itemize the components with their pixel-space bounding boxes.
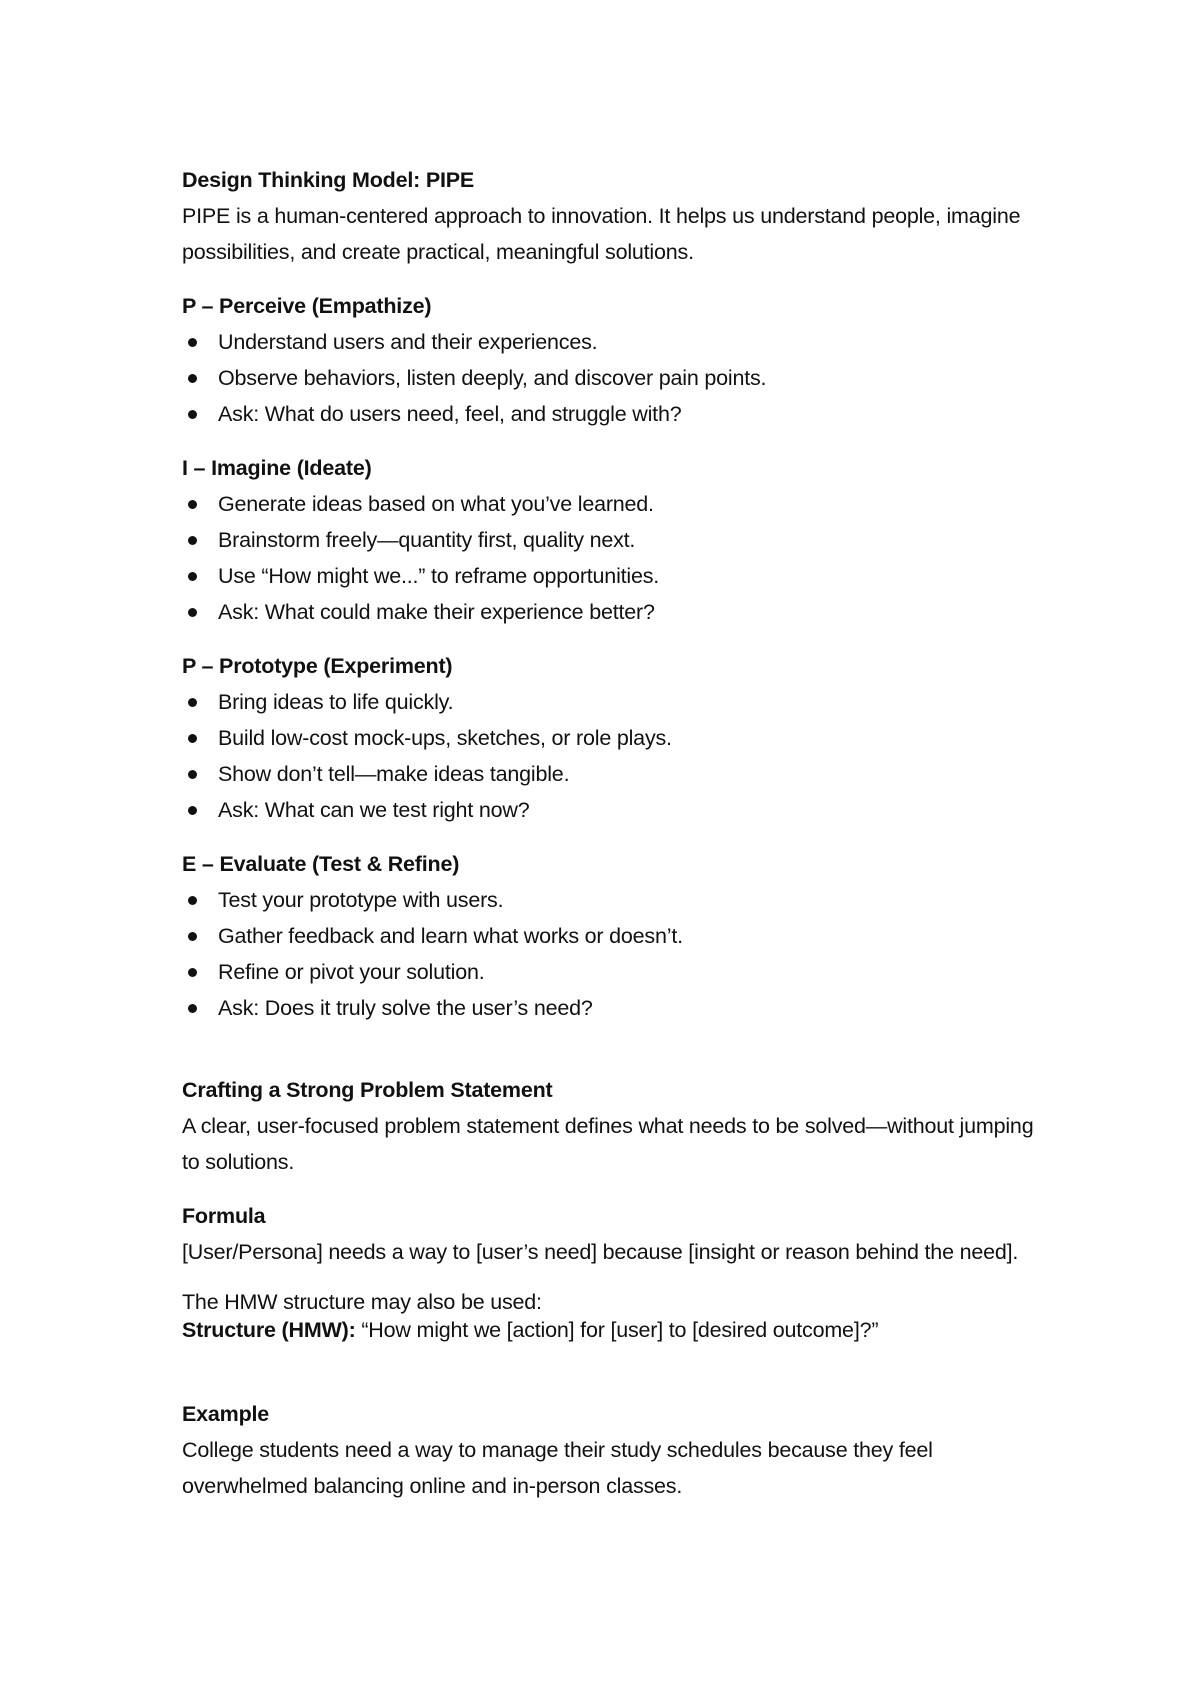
list-item: Show don’t tell—make ideas tangible. (182, 756, 1040, 792)
formula-block (182, 1198, 1040, 1270)
problem-title: Crafting a Strong Problem Statement (182, 1078, 553, 1102)
list-item: Generate ideas based on what you’ve learned. (182, 486, 1040, 522)
problem-intro: A clear, user-focused problem statement defines what needs to be solved—without jumping to solutions. (182, 1114, 1034, 1174)
list-item: Ask: What can we test right now? (182, 792, 1040, 828)
hmw-block (182, 1288, 1040, 1344)
list-item: Use “How might we...” to reframe opportunities. (182, 558, 1040, 594)
section-heading: P – Perceive (Empathize) (182, 294, 432, 318)
section-perceive (182, 288, 1040, 432)
hmw-label: Structure (HMW): (182, 1318, 356, 1342)
list-item: Bring ideas to life quickly. (182, 684, 1040, 720)
example-heading: Example (182, 1402, 270, 1426)
list-item: Ask: What could make their experience better? (182, 594, 1040, 630)
pipe-intro: PIPE is a human-centered approach to innovation. It helps us understand people, imagine possibilities, and create practical, meaningful solutions. (182, 204, 1021, 264)
list-item: Understand users and their experiences. (182, 324, 1040, 360)
list-item: Build low-cost mock-ups, sketches, or role plays. (182, 720, 1040, 756)
formula-text: [User/Persona] needs a way to [user’s need] because [insight or reason behind the need]. (182, 1240, 1019, 1264)
list-item: Refine or pivot your solution. (182, 954, 1040, 990)
section-evaluate (182, 846, 1040, 1026)
section-heading: P – Prototype (Experiment) (182, 654, 453, 678)
formula-heading: Formula (182, 1204, 266, 1228)
hmw-note: The HMW structure may also be used: (182, 1290, 542, 1314)
bullet-list (182, 684, 1040, 828)
bullet-list (182, 324, 1040, 432)
problem-statement-block (182, 1072, 1040, 1180)
bullet-list (182, 882, 1040, 1026)
hmw-text: “How might we [action] for [user] to [desired outcome]?” (355, 1318, 879, 1342)
list-item: Observe behaviors, listen deeply, and discover pain points. (182, 360, 1040, 396)
list-item: Ask: Does it truly solve the user’s need? (182, 990, 1040, 1026)
example-block (182, 1396, 1040, 1504)
example-text: College students need a way to manage their study schedules because they feel overwhelmed balancing online and in-person classes. (182, 1438, 933, 1498)
pipe-title: Design Thinking Model: PIPE (182, 168, 475, 192)
section-imagine (182, 450, 1040, 630)
list-item: Gather feedback and learn what works or doesn’t. (182, 918, 1040, 954)
hmw-structure (182, 1316, 1040, 1344)
list-item: Test your prototype with users. (182, 882, 1040, 918)
list-item: Ask: What do users need, feel, and struggle with? (182, 396, 1040, 432)
section-heading: I – Imagine (Ideate) (182, 456, 372, 480)
section-heading: E – Evaluate (Test & Refine) (182, 852, 460, 876)
list-item: Brainstorm freely—quantity first, quality next. (182, 522, 1040, 558)
section-prototype (182, 648, 1040, 828)
bullet-list (182, 486, 1040, 630)
